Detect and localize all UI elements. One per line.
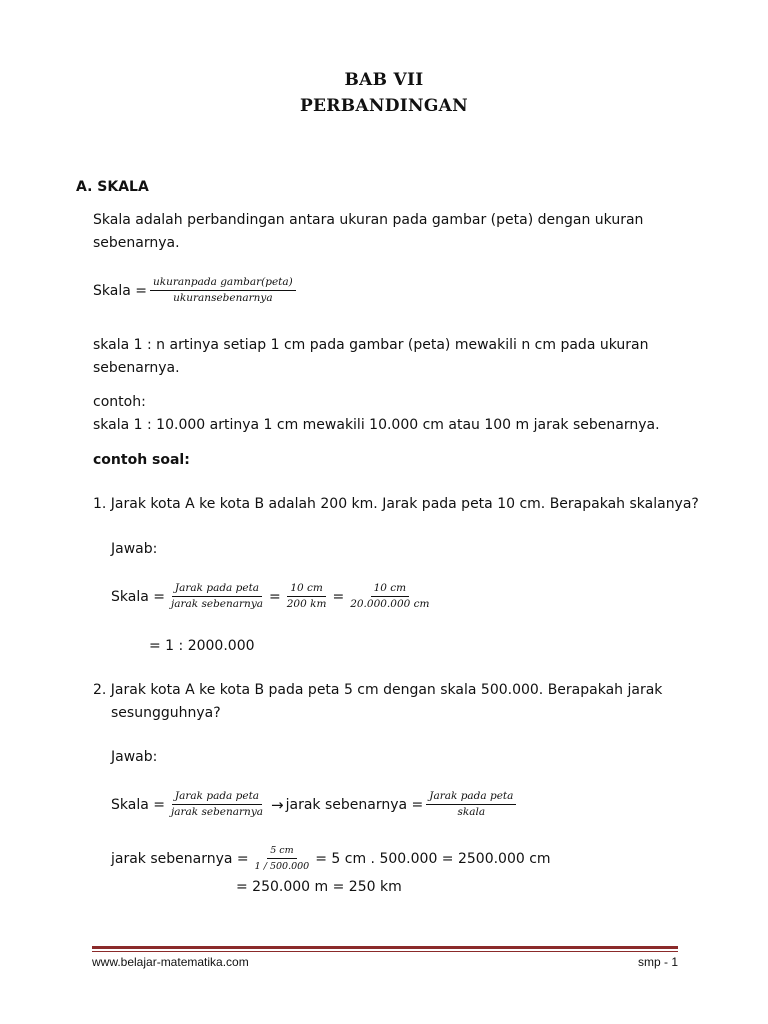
fraction-denominator: 1 / 500.000	[254, 861, 310, 872]
problem-2-calculation	[111, 844, 551, 873]
definition-line-1: Skala adalah perbandingan antara ukuran pada gambar (peta) dengan ukuran	[93, 212, 644, 228]
meaning-line-1: skala 1 : n artinya setiap 1 cm pada gambar (peta) mewakili n cm pada ukuran	[93, 337, 649, 353]
formula-denominator: ukuransebenarnya	[173, 292, 273, 304]
problem-1-answer-label: Jawab:	[111, 541, 158, 557]
problem-2-question-line-1: 2. Jarak kota A ke kota B pada peta 5 cm dengan skala 500.000. Berapakah jarak	[93, 682, 663, 698]
fraction-numerator: Jarak pada peta	[172, 582, 262, 597]
fraction-denominator: 20.000.000 cm	[350, 598, 430, 610]
fraction-values	[284, 582, 330, 611]
problem-2-equation	[111, 790, 519, 819]
arrow-right-icon: →	[271, 795, 284, 814]
problems-label: contoh soal:	[93, 452, 190, 468]
fraction-distance-over-scale	[426, 790, 516, 819]
problem-2-question-line-2: sesungguhnya?	[111, 705, 221, 721]
calc-result: = 5 cm . 500.000 = 2500.000 cm	[315, 850, 551, 867]
fraction-denominator: jarak sebenarnya	[170, 806, 264, 818]
problem-2-answer-label: Jawab:	[111, 749, 158, 765]
fraction-numerator: Jarak pada peta	[426, 790, 516, 805]
chapter-title: PERBANDINGAN	[299, 96, 469, 116]
fraction-distance-ratio	[168, 790, 266, 819]
equals-sign: =	[269, 588, 281, 605]
scale-formula	[93, 276, 299, 305]
fraction-numerator: 10 cm	[287, 582, 326, 597]
footer-rule-thin	[92, 951, 678, 952]
problem-1-equation	[111, 582, 435, 611]
example-text: skala 1 : 10.000 artinya 1 cm mewakili 10.000 cm atau 100 m jarak sebenarnya.	[93, 417, 660, 433]
fraction-numerator: 10 cm	[371, 582, 410, 597]
formula-label: Skala =	[93, 282, 147, 299]
fraction-denominator: jarak sebenarnya	[170, 598, 264, 610]
fraction-distance-ratio	[168, 582, 266, 611]
footer-website: www.belajar-matematika.com	[92, 955, 249, 969]
equals-sign: =	[332, 588, 345, 605]
fraction-five-cm	[252, 844, 313, 873]
skala-label: Skala =	[111, 588, 165, 605]
skala-label: Skala =	[111, 796, 165, 813]
problem-2-final: = 250.000 m = 250 km	[236, 879, 402, 895]
example-label: contoh:	[93, 394, 146, 410]
mid-text: jarak sebenarnya =	[285, 796, 424, 813]
fraction-denominator: 200 km	[286, 598, 327, 610]
chapter-number: BAB VII	[344, 70, 424, 90]
problem-1-question: 1. Jarak kota A ke kota B adalah 200 km. Jarak pada peta 10 cm. Berapakah skalanya?	[93, 496, 699, 512]
calc-label: jarak sebenarnya =	[111, 850, 249, 867]
fraction-denominator: skala	[457, 806, 486, 818]
formula-fraction	[150, 276, 296, 305]
fraction-numerator: Jarak pada peta	[172, 790, 262, 805]
meaning-line-2: sebenarnya.	[93, 360, 180, 376]
footer-page-number: smp - 1	[637, 955, 678, 969]
footer-rule-thick	[92, 946, 678, 949]
definition-line-2: sebenarnya.	[93, 235, 180, 251]
fraction-converted	[347, 582, 432, 611]
formula-numerator: ukuranpada gambar(peta)	[150, 276, 296, 291]
section-heading-skala: A. SKALA	[76, 179, 149, 195]
problem-1-result: = 1 : 2000.000	[149, 638, 255, 654]
fraction-numerator: 5 cm	[267, 844, 296, 859]
